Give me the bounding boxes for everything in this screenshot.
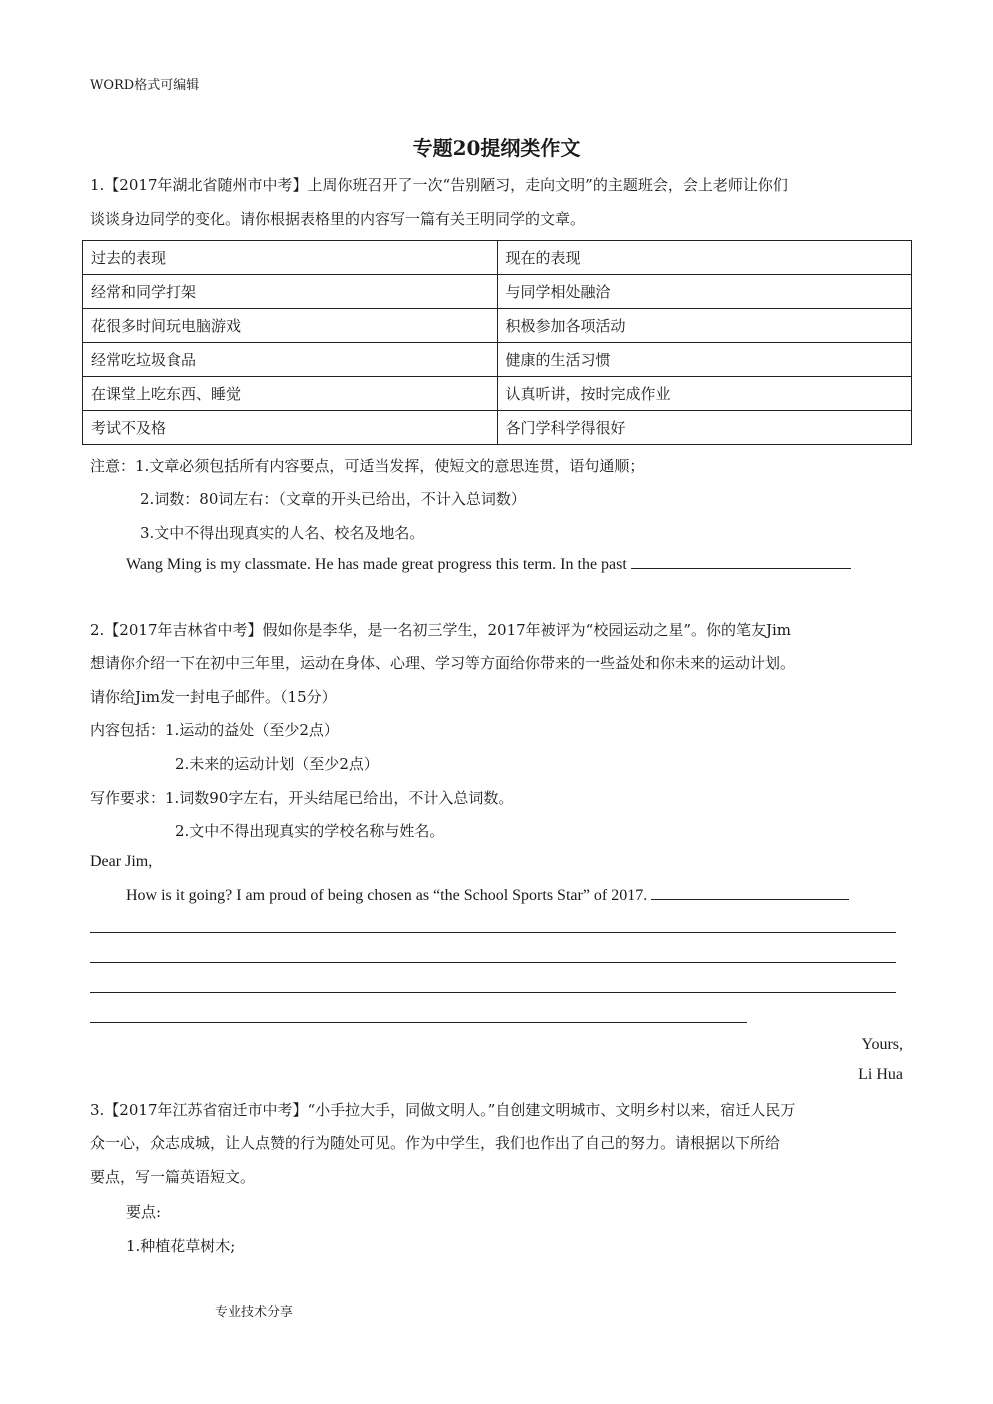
q1-outline-table: [82, 240, 912, 445]
table-row: [83, 377, 912, 411]
table-cell-past: 花很多时间玩电脑游戏: [83, 309, 498, 343]
table-row: [83, 411, 912, 445]
table-row: [83, 343, 912, 377]
q2-prompt-line-3: 请你给Jim发一封电子邮件。（15分）: [90, 688, 337, 706]
answer-line[interactable]: [90, 992, 896, 993]
table-cell-past: 在课堂上吃东西、睡觉: [83, 377, 498, 411]
table-cell-present: 与同学相处融洽: [497, 275, 912, 309]
q1-note-2: 2.词数：80词左右：（文章的开头已给出，不计入总词数）: [140, 490, 526, 508]
table-cell-past: 经常吃垃圾食品: [83, 343, 498, 377]
q2-content-1: 内容包括：1.运动的益处（至少2点）: [90, 721, 339, 739]
q2-requirement-2: 2.文中不得出现真实的学校名称与姓名。: [175, 822, 445, 840]
answer-line[interactable]: [90, 932, 896, 933]
header-note: WORD格式可编辑: [90, 78, 200, 93]
answer-line[interactable]: [90, 962, 896, 963]
page-title: 专题20提纲类作文: [412, 136, 581, 160]
table-cell-present: 认真听讲，按时完成作业: [497, 377, 912, 411]
q1-prompt-line-2: 谈谈身边同学的变化。请你根据表格里的内容写一篇有关王明同学的文章。: [90, 210, 586, 228]
q2-opening-text: How is it going? I am proud of being chosen as “the School Sports Star” of 2017.: [126, 887, 648, 904]
table-cell-past: 考试不及格: [83, 411, 498, 445]
q3-point-1: 1.种植花草树木;: [126, 1237, 236, 1255]
table-header-row: [83, 241, 912, 275]
q1-starter-sentence: [126, 554, 851, 574]
q2-greeting: Dear Jim,: [90, 853, 153, 870]
table-cell-past: 经常和同学打架: [83, 275, 498, 309]
table-row: [83, 275, 912, 309]
q2-signature: Li Hua: [858, 1066, 903, 1083]
q3-prompt-line-2: 众一心，众志成城，让人点赞的行为随处可见。作为中学生，我们也作出了自己的努力。请根据以下所给: [90, 1134, 781, 1152]
q3-points-label: 要点:: [126, 1203, 162, 1221]
table-cell-present: 各门学科学得很好: [497, 411, 912, 445]
table-cell-present: 健康的生活习惯: [497, 343, 912, 377]
table-header-present: 现在的表现: [497, 241, 912, 275]
q1-starter-text: Wang Ming is my classmate. He has made great progress this term. In the past: [126, 556, 627, 573]
q2-content-2: 2.未来的运动计划（至少2点）: [175, 755, 379, 773]
q2-prompt-line-2: 想请你介绍一下在初中三年里，运动在身体、心理、学习等方面给你带来的一些益处和你未来的运动计划。: [90, 654, 796, 672]
q1-note-1: 注意：1.文章必须包括所有内容要点，可适当发挥，使短文的意思连贯，语句通顺；: [90, 457, 645, 475]
table-row: [83, 309, 912, 343]
answer-blank[interactable]: [651, 885, 849, 900]
answer-blank[interactable]: [631, 554, 851, 569]
q3-prompt-line-1: 3.【2017年江苏省宿迁市中考】“小手拉大手，同做文明人。”自创建文明城市、文明乡村以来，宿迁人民万: [90, 1101, 796, 1119]
q2-closing: Yours,: [861, 1036, 903, 1053]
table-cell-present: 积极参加各项活动: [497, 309, 912, 343]
q2-prompt-line-1: 2.【2017年吉林省中考】假如你是李华，是一名初三学生，2017年被评为“校园运动之星”。你的笔友Jim: [90, 621, 792, 639]
q2-requirement-1: 写作要求：1.词数90字左右，开头结尾已给出，不计入总词数。: [90, 789, 514, 807]
footer-note: 专业技术分享: [215, 1305, 294, 1320]
table-header-past: 过去的表现: [83, 241, 498, 275]
q1-prompt-line-1: 1.【2017年湖北省随州市中考】上周你班召开了一次“告别陋习，走向文明”的主题班会，会上老师让你们: [90, 176, 788, 194]
q1-note-3: 3.文中不得出现真实的人名、校名及地名。: [140, 524, 425, 542]
answer-line[interactable]: [90, 1022, 747, 1023]
q2-opening-sentence: [126, 885, 849, 905]
q3-prompt-line-3: 要点，写一篇英语短文。: [90, 1168, 256, 1186]
